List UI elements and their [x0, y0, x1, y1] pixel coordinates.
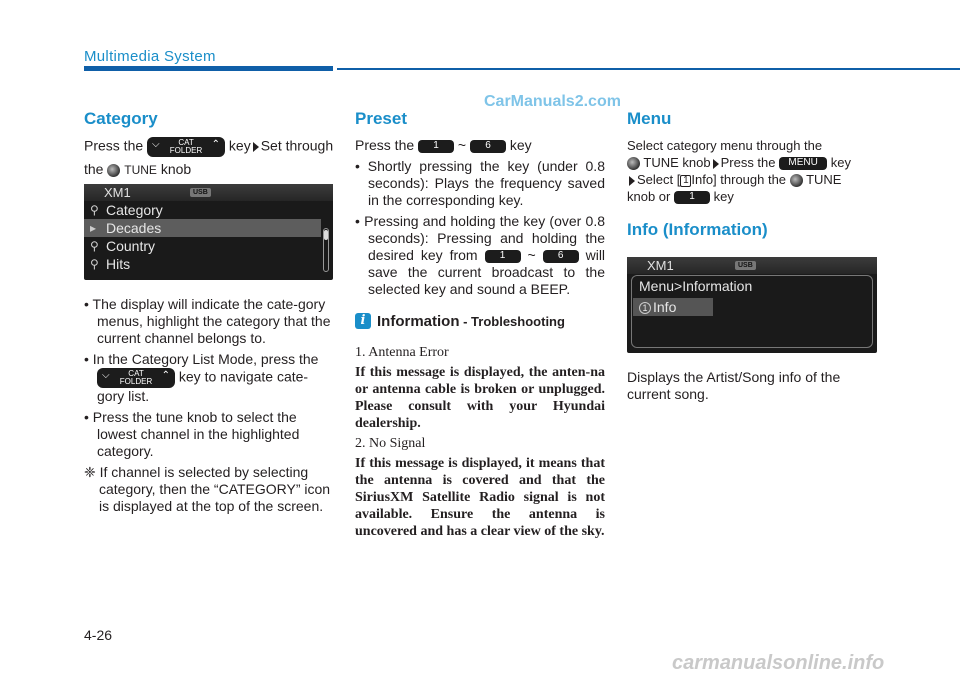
tune-knob-icon — [790, 174, 803, 187]
screen-row-country: ⚲ Country — [90, 238, 156, 254]
menu-item-info: 1 Info — [633, 298, 713, 316]
usb-icon: USB — [735, 261, 756, 270]
info-screen — [627, 257, 877, 353]
play-arrow-icon: ▸ — [90, 221, 97, 235]
category-bullet-3: • Press the tune knob to select the lowest channel in the highlighted category. — [84, 409, 300, 459]
category-instruction-line1: Press the ⌵ CAT FOLDER ⌃ key Set through — [84, 137, 334, 155]
header-bar-accent — [84, 66, 333, 71]
information-header — [355, 312, 605, 330]
category-screen — [84, 184, 333, 280]
troubleshoot-2-body: If this message is displayed, it means that the antenna is covered and that the SiriusXM Satellite Radio signal is not available. Ensure the antenna is uncovered and has a clear view of the sky. — [355, 455, 605, 539]
preset-instruction: Press the 1 ~ 6 key — [355, 137, 532, 153]
tune-knob-icon — [627, 157, 640, 170]
menu-instruction: Select category menu through the TUNE knob Press the MENU key Select [ 1 Info] through the TUNE knob or 1 key — [627, 138, 851, 204]
screen-source-title: XM1 — [104, 185, 131, 200]
category-icon: ⚲ — [90, 239, 99, 253]
page-number: 4-26 — [84, 627, 113, 643]
cat-folder-key: ⌵ CAT FOLDER ⌃ — [147, 137, 225, 157]
arrow-right-icon — [713, 159, 719, 169]
category-icon: ⚲ — [90, 203, 99, 217]
screen-source-title: XM1 — [647, 258, 674, 273]
category-heading: Category — [84, 109, 158, 128]
category-column — [84, 110, 334, 183]
menu-column — [627, 110, 877, 248]
category-instruction-line2: the TUNE knob — [84, 161, 192, 177]
screen-header — [84, 184, 333, 201]
preset-key-1: 1 — [485, 250, 521, 263]
info-heading: Info (Information) — [627, 220, 768, 239]
arrow-right-icon — [629, 176, 635, 186]
number-one-icon: 1 — [680, 175, 691, 187]
preset-column — [355, 110, 605, 543]
watermark-top[interactable]: CarManuals2.com — [484, 93, 621, 110]
information-title: Information - Trobleshooting — [377, 312, 565, 330]
menu-heading: Menu — [627, 109, 672, 128]
category-icon: ⚲ — [90, 257, 99, 271]
screen-row-hits: ⚲ Hits — [90, 256, 131, 272]
page-header-title: Multimedia System — [84, 48, 216, 65]
screen-row-decades: ▸ Decades — [84, 219, 321, 237]
preset-heading: Preset — [355, 109, 407, 128]
arrow-right-icon — [253, 142, 259, 152]
troubleshoot-1-heading: 1. Antenna Error — [355, 344, 449, 360]
troubleshoot-2-heading: 2. No Signal — [355, 435, 426, 451]
tune-knob-icon — [107, 164, 120, 177]
preset-bullet-2: • Pressing and holding the key (over 0.8 seconds): Pressing and holding the desired key from 1 ~ 6 will save the current broadcast to the selected key and sound a BEEP. — [355, 213, 606, 297]
category-bullets — [84, 296, 334, 519]
preset-key-1: 1 — [674, 191, 710, 204]
preset-key-6: 6 — [543, 250, 579, 263]
usb-icon: USB — [190, 188, 211, 197]
preset-key-1: 1 — [418, 140, 454, 153]
screen-scroll-thumb — [324, 230, 328, 240]
preset-bullet-1: • Shortly pressing the key (under 0.8 seconds): Plays the frequency saved in the corresponding key. — [355, 158, 605, 208]
category-bullet-2: • In the Category List Mode, press the ⌵ CAT FOLDER ⌃ key to navigate cate-gory list. — [84, 351, 319, 404]
preset-key-6: 6 — [470, 140, 506, 153]
menu-information-title: Menu>Information — [639, 278, 753, 294]
screen-header — [627, 257, 877, 274]
category-bullet-1: • The display will indicate the cate-gory menus, highlight the category that the current channel belongs to. — [84, 296, 331, 346]
troubleshooting-text — [355, 344, 605, 540]
category-note: ❈ If channel is selected by selecting category, then the “CATEGORY” icon is displayed at the top of the screen. — [84, 464, 331, 514]
info-icon: i — [355, 313, 371, 329]
watermark-bottom[interactable]: carmanualsonline.info — [672, 652, 885, 674]
menu-key: MENU — [779, 157, 827, 170]
info-description: Displays the Artist/Song info of the current song. — [627, 369, 841, 402]
number-one-icon: 1 — [639, 302, 651, 314]
screen-row-category: ⚲ Category — [90, 202, 163, 218]
header-bar-rule — [337, 68, 960, 70]
troubleshoot-1-body: If this message is displayed, the anten-na or antenna cable is broken or unplugged. Please consult with your Hyundai dealership. — [355, 364, 605, 431]
cat-folder-key: ⌵ CAT FOLDER ⌃ — [97, 368, 175, 388]
